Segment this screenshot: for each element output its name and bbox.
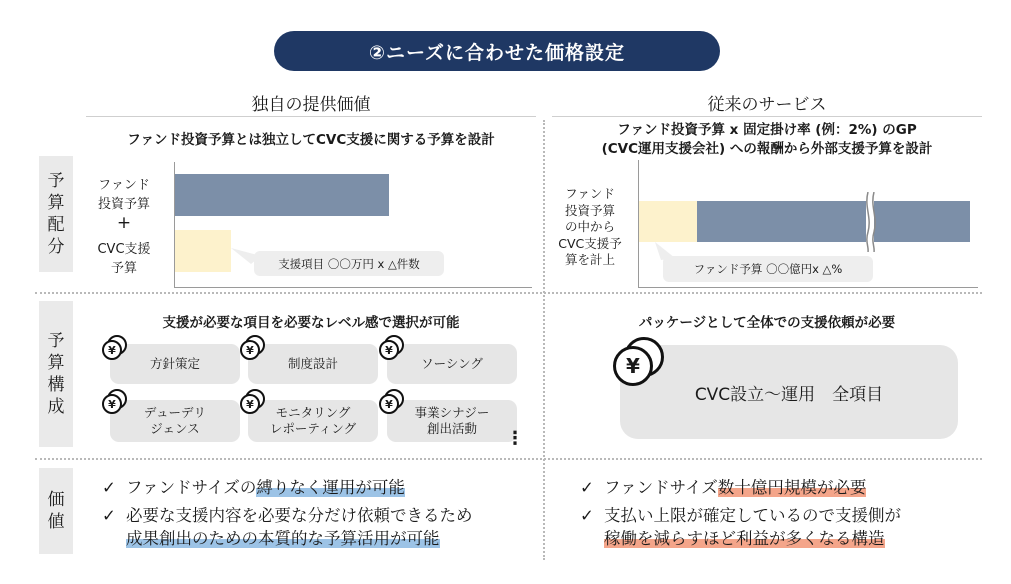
column-header-left: 独自の提供価値 <box>251 95 371 115</box>
row-label-value: 価 値 <box>39 468 73 554</box>
fund-budget-bar <box>175 174 389 216</box>
fund-total-bar <box>697 201 970 242</box>
row-separator-1 <box>35 292 982 294</box>
cvc-budget-bar <box>175 230 231 272</box>
yen-coin-icon: ¥ <box>379 340 399 360</box>
column-separator <box>543 120 545 560</box>
structure-left-heading: 支援が必要な項目を必要なレベル感で選択が可能 <box>162 315 460 331</box>
page-title: ②ニーズに合わせた価格設定 <box>274 31 720 71</box>
more-icon: ⋮ <box>506 428 524 449</box>
column-divider-left <box>86 116 536 117</box>
value-right-point-2: ✓ 支払い上限が確定しているので支援側が <box>580 504 901 528</box>
package-box: CVC設立〜運用 全項目 <box>620 345 958 439</box>
yen-coin-icon: ¥ <box>240 340 260 360</box>
axis-break-icon <box>860 192 884 252</box>
value-right-point-2-cont: 稼働を減らすほど利益が多くなる構造 <box>604 529 885 548</box>
structure-right-heading: パッケージとして全体での支援依頼が必要 <box>638 315 896 331</box>
column-header-right: 従来のサービス <box>707 95 827 115</box>
plus-sign: + <box>116 213 132 233</box>
yen-coin-icon: ¥ <box>613 346 653 386</box>
cvc-share-bar <box>639 201 697 242</box>
value-left-point-1: ✓ ファンドサイズの縛りなく運用が可能 <box>102 476 405 500</box>
row-label-budget-structure: 予 算 構 成 <box>39 301 73 447</box>
value-right-point-1: ✓ ファンドサイズ数十億円規模が必要 <box>580 476 866 500</box>
item-synergy: 事業シナジー 創出活動 <box>387 400 517 442</box>
check-icon: ✓ <box>580 506 594 525</box>
right-budget-label: ファンド 投資予算 の中から CVC支援予 算を計上 <box>558 186 622 267</box>
yen-coin-icon: ¥ <box>102 394 122 414</box>
left-callout: 支援項目 〇〇万円 x △件数 <box>254 251 444 276</box>
check-icon: ✓ <box>102 506 116 525</box>
fund-budget-label: ファンド 投資予算 <box>97 178 150 212</box>
allocation-left-heading: ファンド投資予算とは独立してCVC支援に関する予算を設計 <box>127 132 495 148</box>
row-separator-2 <box>35 458 982 460</box>
yen-coin-icon: ¥ <box>102 340 122 360</box>
item-sourcing: ソーシング <box>387 344 517 384</box>
yen-coin-icon: ¥ <box>240 394 260 414</box>
value-left-point-2: ✓ 必要な支援内容を必要な分だけ依頼できるため <box>102 504 473 528</box>
cvc-budget-label: CVC支援 予算 <box>97 242 151 276</box>
column-divider-right <box>552 116 982 117</box>
left-chart-axis-x <box>174 287 532 288</box>
value-left-point-2-cont: 成果創出のための本質的な予算活用が可能 <box>126 529 440 548</box>
item-policy: 方針策定 <box>110 344 240 384</box>
item-due-diligence: デューデリ ジェンス <box>110 400 240 442</box>
right-callout: ファンド予算 〇〇億円x △% <box>663 256 873 282</box>
allocation-right-heading: ファンド投資予算 x 固定掛け率 (例：2%) のGP (CVC運用支援会社) への報酬から外部支援予算を設計 <box>601 122 933 157</box>
check-icon: ✓ <box>102 478 116 497</box>
row-label-budget-allocation: 予 算 配 分 <box>39 156 73 272</box>
item-monitoring: モニタリング レポーティング <box>248 400 378 442</box>
right-chart-axis-x <box>638 287 978 288</box>
check-icon: ✓ <box>580 478 594 497</box>
item-system-design: 制度設計 <box>248 344 378 384</box>
yen-coin-icon: ¥ <box>379 394 399 414</box>
